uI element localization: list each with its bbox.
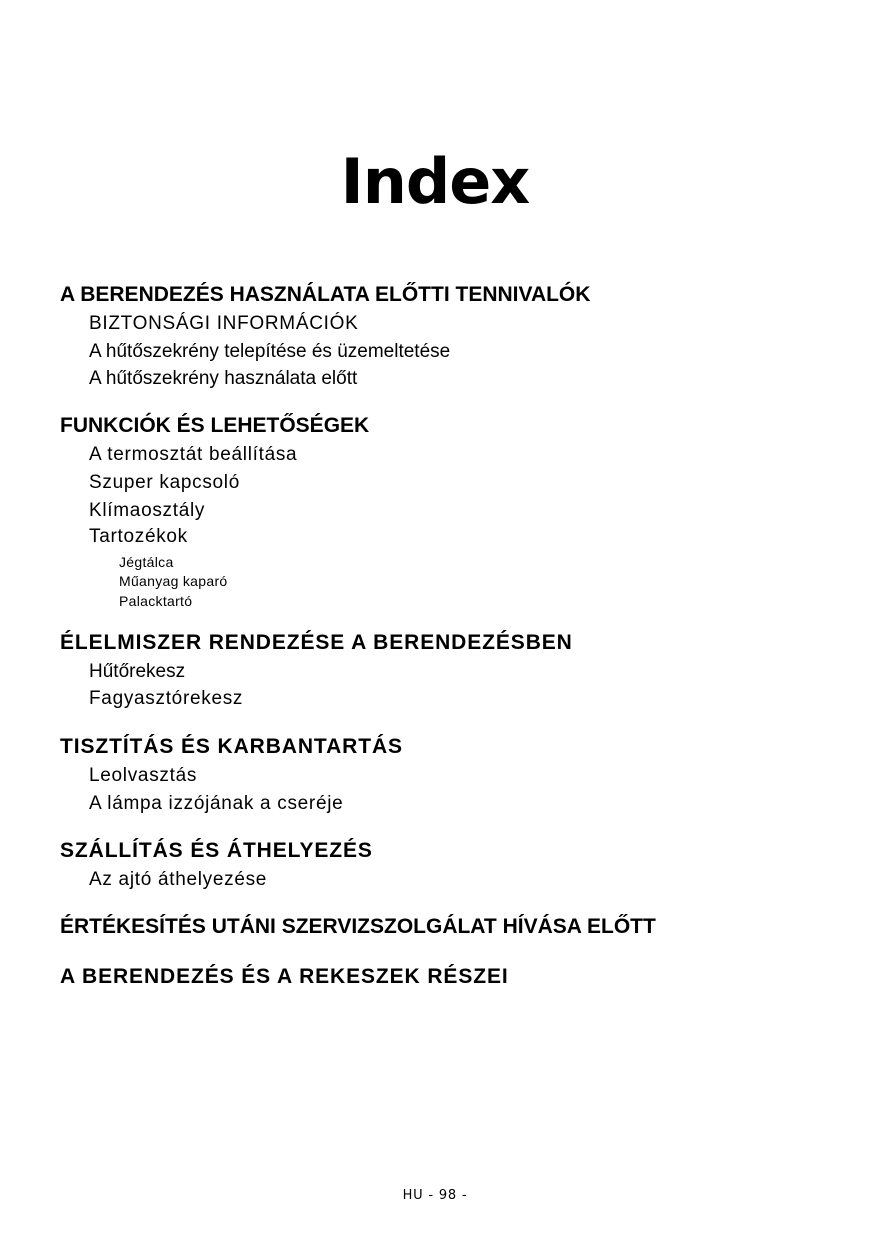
toc-heading-service[interactable]: ÉRTÉKESÍTÉS UTÁNI SZERVIZSZOLGÁLAT HÍVÁSA ELŐTT xyxy=(60,915,656,938)
toc-heading-functions[interactable]: FUNKCIÓK ÉS LEHETŐSÉGEK xyxy=(60,414,370,437)
toc-heading-before-use[interactable]: A BERENDEZÉS HASZNÁLATA ELŐTTI TENNIVALÓK xyxy=(60,283,591,306)
toc-item-super-switch[interactable]: Szuper kapcsoló xyxy=(89,472,240,493)
toc-item-climate-class[interactable]: Klímaosztály xyxy=(89,500,206,521)
toc-heading-parts[interactable]: A BERENDEZÉS ÉS A REKESZEK RÉSZEI xyxy=(60,965,509,988)
toc-item-fridge-compartment[interactable]: Hűtőrekesz xyxy=(89,661,186,682)
toc-subitem-bottle-holder[interactable]: Palacktartó xyxy=(119,593,193,609)
page-title: Index xyxy=(340,145,530,218)
toc-item-door-reversal[interactable]: Az ajtó áthelyezése xyxy=(89,869,268,890)
toc-item-safety-info[interactable]: BIZTONSÁGI INFORMÁCIÓK xyxy=(89,313,359,334)
toc-heading-cleaning[interactable]: TISZTÍTÁS ÉS KARBANTARTÁS xyxy=(60,735,403,758)
toc-item-installation[interactable]: A hűtőszekrény telepítése és üzemeltetése xyxy=(89,341,451,362)
toc-heading-food-arrangement[interactable]: ÉLELMISZER RENDEZÉSE A BERENDEZÉSBEN xyxy=(60,631,573,654)
toc-item-lamp-replacement[interactable]: A lámpa izzójának a cseréje xyxy=(89,793,344,814)
toc-item-defrosting[interactable]: Leolvasztás xyxy=(89,765,198,786)
toc-subitem-ice-tray[interactable]: Jégtálca xyxy=(119,554,174,570)
toc-item-thermostat[interactable]: A termosztát beállítása xyxy=(89,444,298,465)
toc-heading-transport[interactable]: SZÁLLÍTÁS ÉS ÁTHELYEZÉS xyxy=(60,839,373,862)
toc-subitem-plastic-scraper[interactable]: Műanyag kaparó xyxy=(119,573,228,589)
page-footer: HU - 98 - xyxy=(402,1188,468,1203)
toc-item-before-using[interactable]: A hűtőszekrény használata előtt xyxy=(89,368,358,389)
toc-item-accessories[interactable]: Tartozékok xyxy=(89,526,188,547)
toc-item-freezer-compartment[interactable]: Fagyasztórekesz xyxy=(89,688,244,709)
